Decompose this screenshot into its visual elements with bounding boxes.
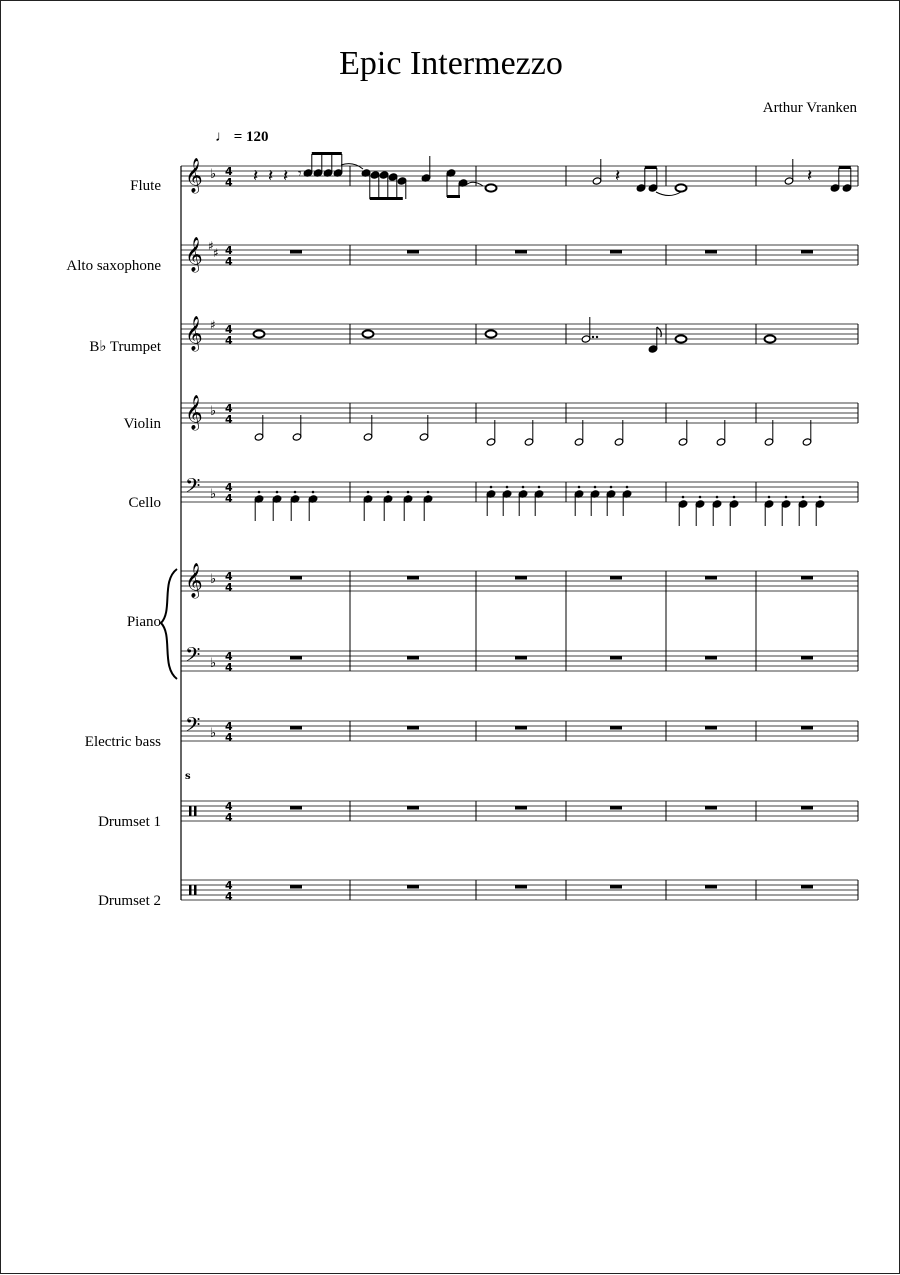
time-signature-denominator: 4 [225,581,233,594]
staccato-dot [610,486,613,489]
whole-rest [801,250,813,254]
quarter-rest: 𝄽 [615,166,621,186]
whole-rest [515,726,527,730]
time-signature-denominator: 4 [225,661,233,674]
staccato-dot [538,486,541,489]
beam [370,197,403,200]
instrument-label-alto-saxophone: Alto saxophone [66,258,161,274]
instrument-label-trumpet: B♭ Trumpet [89,339,161,355]
sharp-accidental: ♯ [210,318,216,332]
staccato-dot [733,496,736,499]
dot [596,336,598,338]
whole-rest [290,726,302,730]
whole-rest [407,726,419,730]
time-signature-numerator: 4 [225,323,233,336]
treble-clef: 𝄞 [185,563,203,598]
percussion-clef [194,806,197,816]
instrument-label-violin: Violin [123,416,161,432]
time-signature-numerator: 4 [225,481,233,494]
whole-rest [610,885,622,889]
piano-brace [161,569,177,679]
time-signature-numerator: 4 [225,244,233,257]
time-signature-numerator: 4 [225,165,233,178]
whole-note [254,330,265,337]
whole-rest [705,576,717,580]
tempo-marking: ♩ = 120 [215,129,269,145]
time-signature-denominator: 4 [225,492,233,505]
whole-rest [515,576,527,580]
quarter-rest: 𝄽 [253,166,259,186]
instrument-label-flute: Flute [130,178,161,194]
percussion-clef [189,885,192,895]
time-signature-numerator: 4 [225,570,233,583]
staccato-dot [407,491,410,494]
whole-rest [610,806,622,810]
staccato-dot [819,496,822,499]
time-signature-denominator: 4 [225,731,233,744]
whole-rest [610,726,622,730]
flat-accidental: ♭ [210,487,217,502]
staccato-dot [294,491,297,494]
flag [657,327,662,337]
tie [656,192,681,196]
time-signature-denominator: 4 [225,334,233,347]
staccato-dot [802,496,805,499]
treble-clef: 𝄞 [185,316,203,351]
whole-rest [705,250,717,254]
time-signature-numerator: 4 [225,650,233,663]
time-signature-denominator: 4 [225,255,233,268]
flat-accidental: ♭ [210,572,217,587]
whole-rest [801,806,813,810]
whole-rest [801,726,813,730]
staccato-dot [258,491,261,494]
staccato-dot [594,486,597,489]
staccato-dot [699,496,702,499]
flat-accidental: ♭ [210,404,217,419]
whole-note [486,330,497,337]
bass-clef: 𝄢 [185,713,201,741]
time-signature-denominator: 4 [225,413,233,426]
whole-rest [290,250,302,254]
whole-note [676,335,687,342]
staccato-dot [626,486,629,489]
staccato-dot [785,496,788,499]
staccato-dot [387,491,390,494]
sharp-accidental: ♯ [208,239,214,253]
whole-note [363,330,374,337]
sharp-accidental: ♯ [213,246,219,260]
whole-rest [515,250,527,254]
beam [312,152,342,155]
whole-note [765,335,776,342]
bass-clef: 𝄢 [185,474,201,502]
whole-rest [290,576,302,580]
treble-clef: 𝄞 [185,158,203,193]
whole-rest [407,250,419,254]
staccato-dot [578,486,581,489]
score-title: Epic Intermezzo [339,45,563,82]
quarter-rest: 𝄽 [283,166,289,186]
whole-rest [290,806,302,810]
staccato-dot [682,496,685,499]
time-signature-numerator: 4 [225,879,233,892]
quarter-rest: 𝄽 [807,166,813,186]
whole-rest [705,885,717,889]
percussion-clef [189,806,192,816]
staccato-dot [522,486,525,489]
whole-rest [610,656,622,660]
whole-rest [705,806,717,810]
whole-rest [801,576,813,580]
staccato-dot [312,491,315,494]
dot [592,336,594,338]
beam [645,166,657,169]
staccato-dot [768,496,771,499]
time-signature-numerator: 4 [225,402,233,415]
whole-rest [290,885,302,889]
instrument-label-piano: Piano [126,614,161,630]
whole-rest [610,250,622,254]
percussion-clef [194,885,197,895]
whole-rest [705,726,717,730]
whole-note [676,184,687,191]
staccato-dot [276,491,279,494]
whole-rest [515,885,527,889]
time-signature-denominator: 4 [225,811,233,824]
time-signature-numerator: 4 [225,720,233,733]
whole-rest [290,656,302,660]
flat-accidental: ♭ [210,726,217,741]
whole-rest [407,576,419,580]
composer-name: Arthur Vranken [762,100,857,116]
instrument-label-electric-bass: Electric bass [84,734,161,750]
beam [839,166,851,169]
staccato-dot [367,491,370,494]
flat-accidental: ♭ [210,656,217,671]
whole-rest [515,806,527,810]
electric-bass-octave-mark: s [185,771,191,782]
whole-rest [801,656,813,660]
whole-rest [407,656,419,660]
whole-rest [610,576,622,580]
tie [466,182,483,186]
whole-note [486,184,497,191]
eighth-rest: 𝄾 [298,166,302,182]
staccato-dot [427,491,430,494]
time-signature-numerator: 4 [225,800,233,813]
flat-accidental: ♭ [210,167,217,182]
whole-rest [407,806,419,810]
instrument-label-drumset-1: Drumset 1 [98,814,161,830]
beam [447,195,460,198]
time-signature-denominator: 4 [225,176,233,189]
bass-clef: 𝄢 [185,643,201,671]
instrument-label-cello: Cello [128,495,161,511]
instrument-label-drumset-2: Drumset 2 [98,893,161,909]
treble-clef: 𝄞 [185,395,203,430]
staccato-dot [490,486,493,489]
whole-rest [515,656,527,660]
whole-rest [705,656,717,660]
staccato-dot [506,486,509,489]
whole-rest [407,885,419,889]
quarter-rest: 𝄽 [268,166,274,186]
time-signature-denominator: 4 [225,890,233,903]
treble-clef: 𝄞 [185,237,203,272]
staccato-dot [716,496,719,499]
score-system [1,1,900,1275]
whole-rest [801,885,813,889]
